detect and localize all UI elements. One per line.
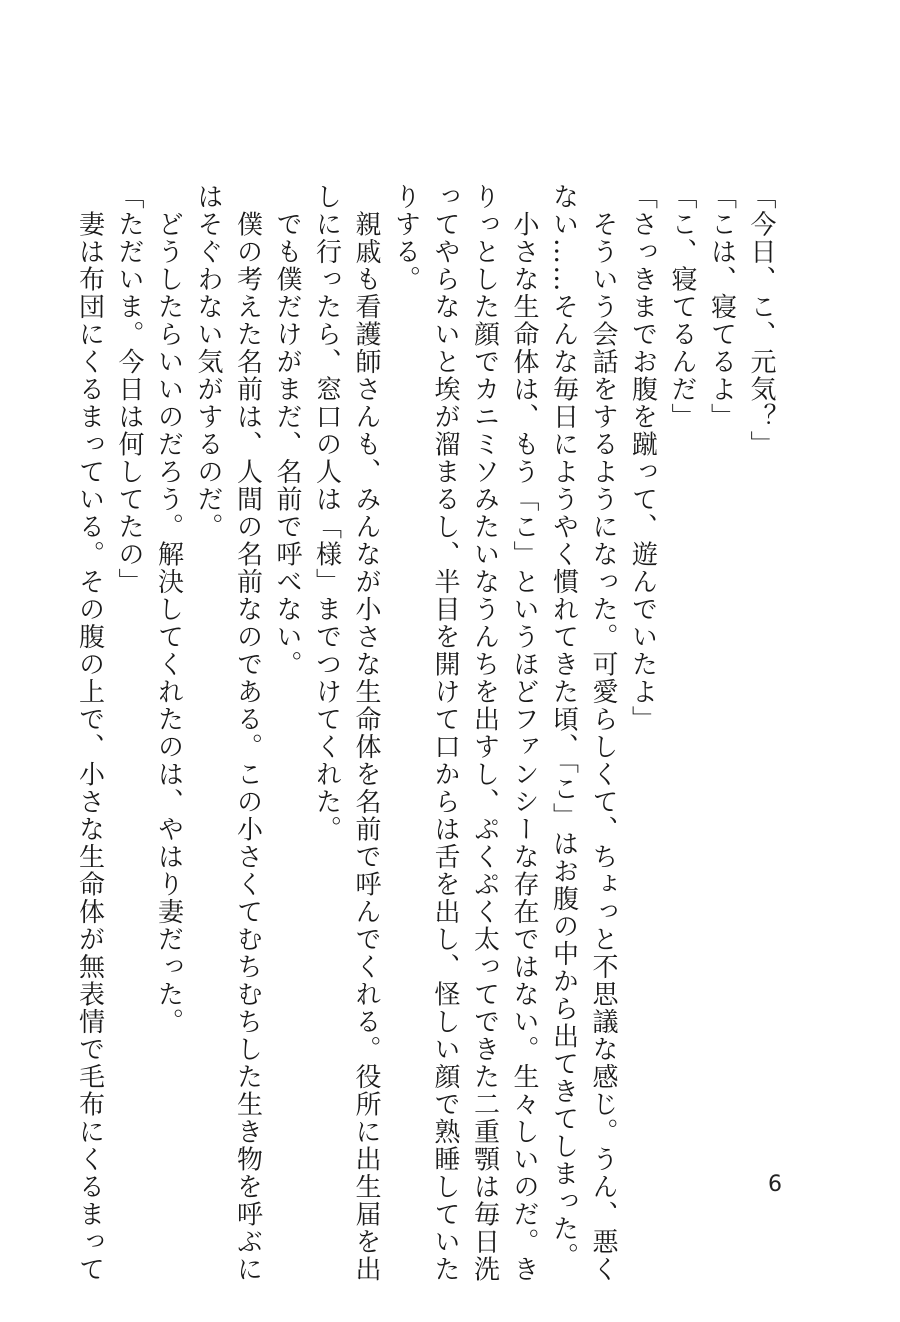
- text-line: どうしたらいいのだろう。解決してくれたのは、やはり妻だった。: [153, 183, 184, 1036]
- text-line: 「こ、寝てるんだ」: [667, 183, 697, 431]
- text-line: 「さっきまでお腹を蹴って、遊んでいたよ」: [627, 183, 658, 733]
- text-line: 「今日、こ、元気？」: [746, 183, 776, 458]
- text-line: りっとした顔でカニミソみたいなうんちを出すし、ぷくぷく太ってできた二重顎は毎日洗: [469, 183, 500, 1283]
- text-line: 「ただいま。今日は何してたの」: [114, 183, 144, 596]
- page-number: 6: [768, 1172, 782, 1197]
- text-line: ってやらないと埃が溜まるし、半目を開けて口からは舌を出し、怪しい顔で熟睡していた: [430, 183, 460, 1283]
- text-line: 妻は布団にくるまっている。その腹の上で、小さな生命体が無表情で毛布にくるまって: [74, 183, 105, 1283]
- text-line: りする。: [390, 183, 421, 293]
- text-line: 僕の考えた名前は、人間の名前なのである。この小さくてむちむちした生き物を呼ぶに: [232, 183, 263, 1283]
- page-body-text: [74, 183, 780, 1283]
- text-line: しに行ったら、窓口の人は「様」までつけてくれた。: [311, 183, 342, 843]
- text-line: 「こは、寝てるよ」: [706, 183, 737, 431]
- text-line: 小さな生命体は、もう「こ」というほどファンシーな存在ではない。生々しいのだ。き: [509, 183, 539, 1283]
- text-line: そういう会話をするようになった。可愛らしくて、ちょっと不思議な感じ。うん、悪く: [588, 183, 618, 1283]
- text-line: ない……そんな毎日にようやく慣れてきた頃、「こ」はお腹の中から出てきてしまった。: [548, 183, 579, 1270]
- text-line: でも僕だけがまだ、名前で呼べない。: [272, 183, 302, 678]
- text-line: 親戚も看護師さんも、みんなが小さな生命体を名前で呼んでくれる。役所に出生届を出: [351, 183, 381, 1283]
- text-line: はそぐわない気がするのだ。: [193, 183, 223, 541]
